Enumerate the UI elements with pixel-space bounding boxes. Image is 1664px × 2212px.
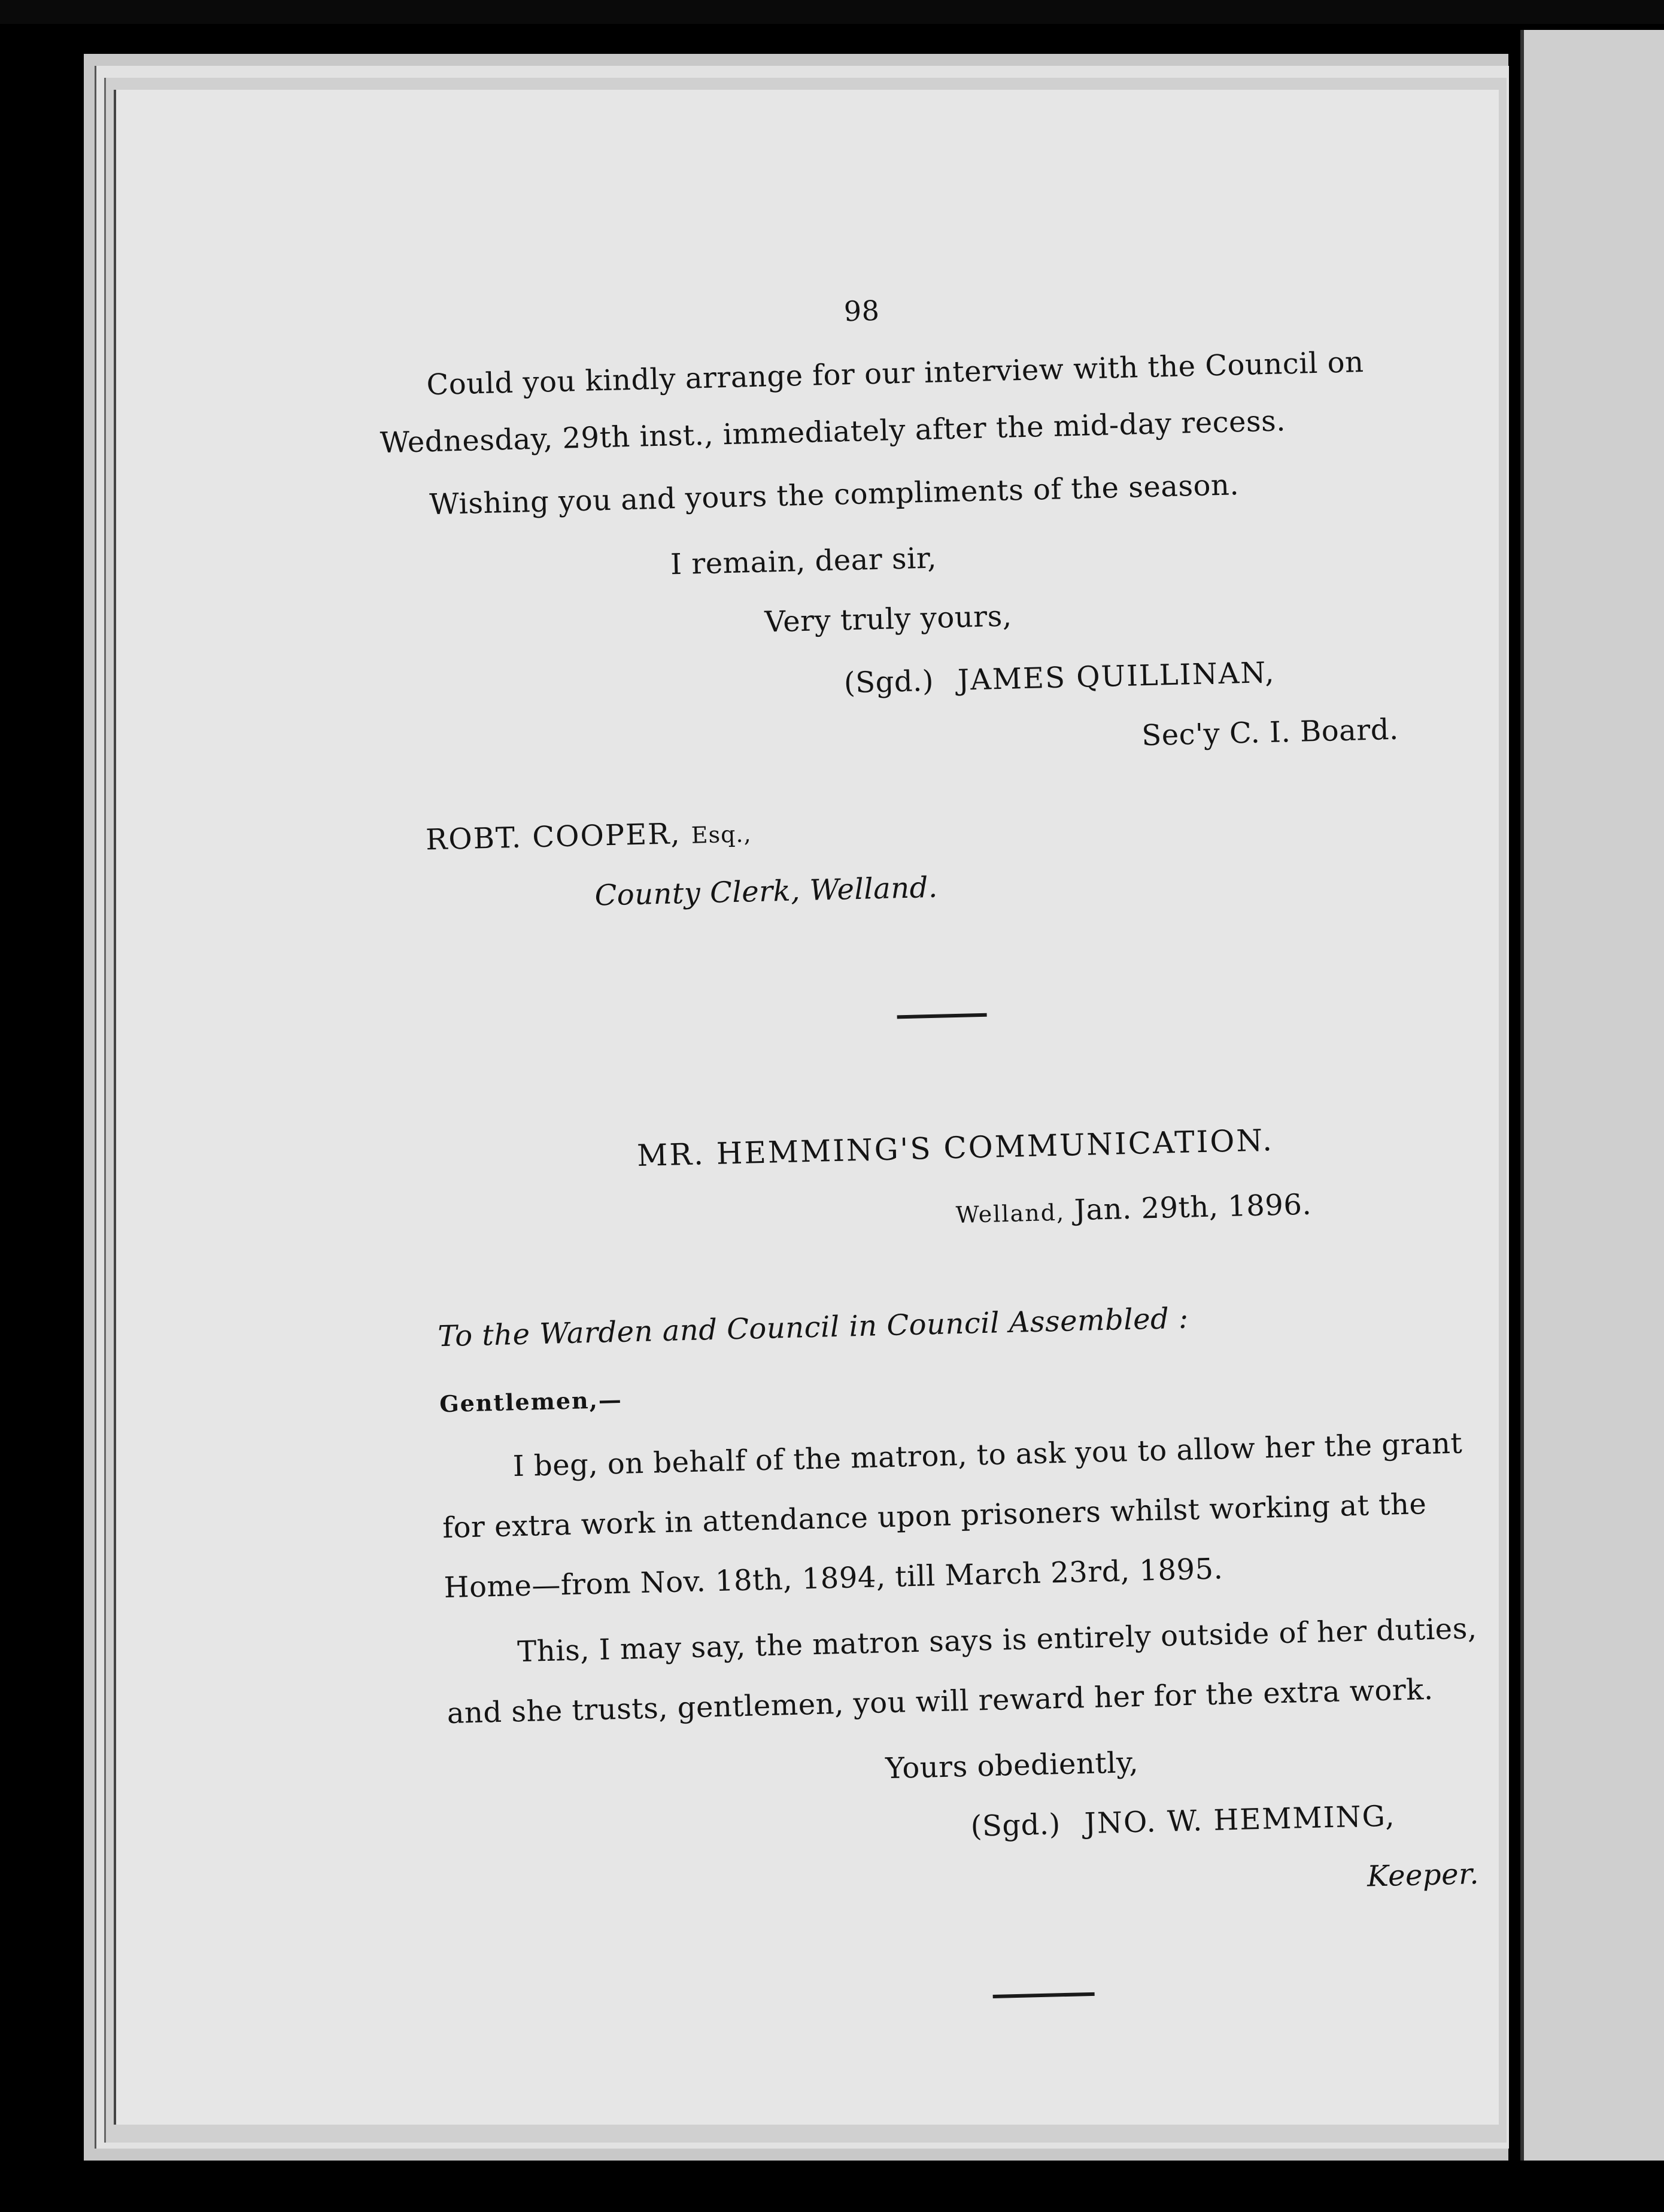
letter2-body-line4: This, I may say, the matron says is entirely outside of her duties, [517,1612,1478,1669]
facing-page-edge [1520,30,1664,2161]
date: Jan. 29th, 1896. [1074,1187,1312,1227]
letter2-body-line2: for extra work in attendance upon prisoners whilst working at the [442,1487,1427,1545]
letter1-addressee [426,815,752,856]
signer-name: JAMES QUILLINAN, [957,655,1276,697]
letter2-body-line1: I beg, on behalf of the matron, to ask you to allow her the grant [512,1426,1463,1484]
scan-border-top [0,0,1664,24]
letter2-signature [970,1799,1396,1843]
letter2-signer-title: Keeper. [1367,1857,1480,1894]
letter1-addressee-title: County Clerk, Welland. [594,870,939,913]
signed-prefix: (Sgd.) [970,1807,1061,1843]
signer-name: JNO. W. HEMMING, [1084,1799,1396,1841]
letter1-paragraph1-line1: Could you kindly arrange for our interview with the Council on [426,345,1365,402]
letter1-paragraph2: Wishing you and yours the compliments of the season. [429,468,1240,522]
letter2-closing: Yours obediently, [885,1745,1139,1786]
letter2-body-line5: and she trusts, gentlemen, you will reward her for the extra work. [447,1672,1434,1731]
page-content [96,73,1528,2141]
section-divider [897,1013,987,1019]
page-number: 98 [843,294,880,328]
document-page [114,90,1499,2125]
section-heading: MR. HEMMING'S COMMUNICATION. [636,1123,1274,1174]
salutation-text: Gentlemen,— [439,1385,623,1418]
addressee-suffix: Esq., [691,821,752,849]
letter1-signature [843,656,1276,700]
date-place: Welland, [955,1199,1065,1229]
letter2-address: To the Warden and Council in Council Assembled : [437,1301,1189,1354]
letter1-paragraph1-line2: Wednesday, 29th inst., immediately after the mid-day recess. [379,404,1286,460]
letter1-closing1: I remain, dear sir, [670,541,937,582]
letter2-dateline [955,1188,1312,1230]
section-divider [993,1992,1095,1998]
letter1-signer-title: Sec'y C. I. Board. [1141,712,1399,753]
letter2-salutation [439,1381,623,1419]
addressee-name: ROBT. COOPER, [425,817,682,857]
letter1-closing2: Very truly yours, [764,599,1013,639]
signed-prefix: (Sgd.) [843,664,934,700]
letter2-body-line3: Home—from Nov. 18th, 1894, till March 23rd, 1895. [444,1552,1223,1605]
